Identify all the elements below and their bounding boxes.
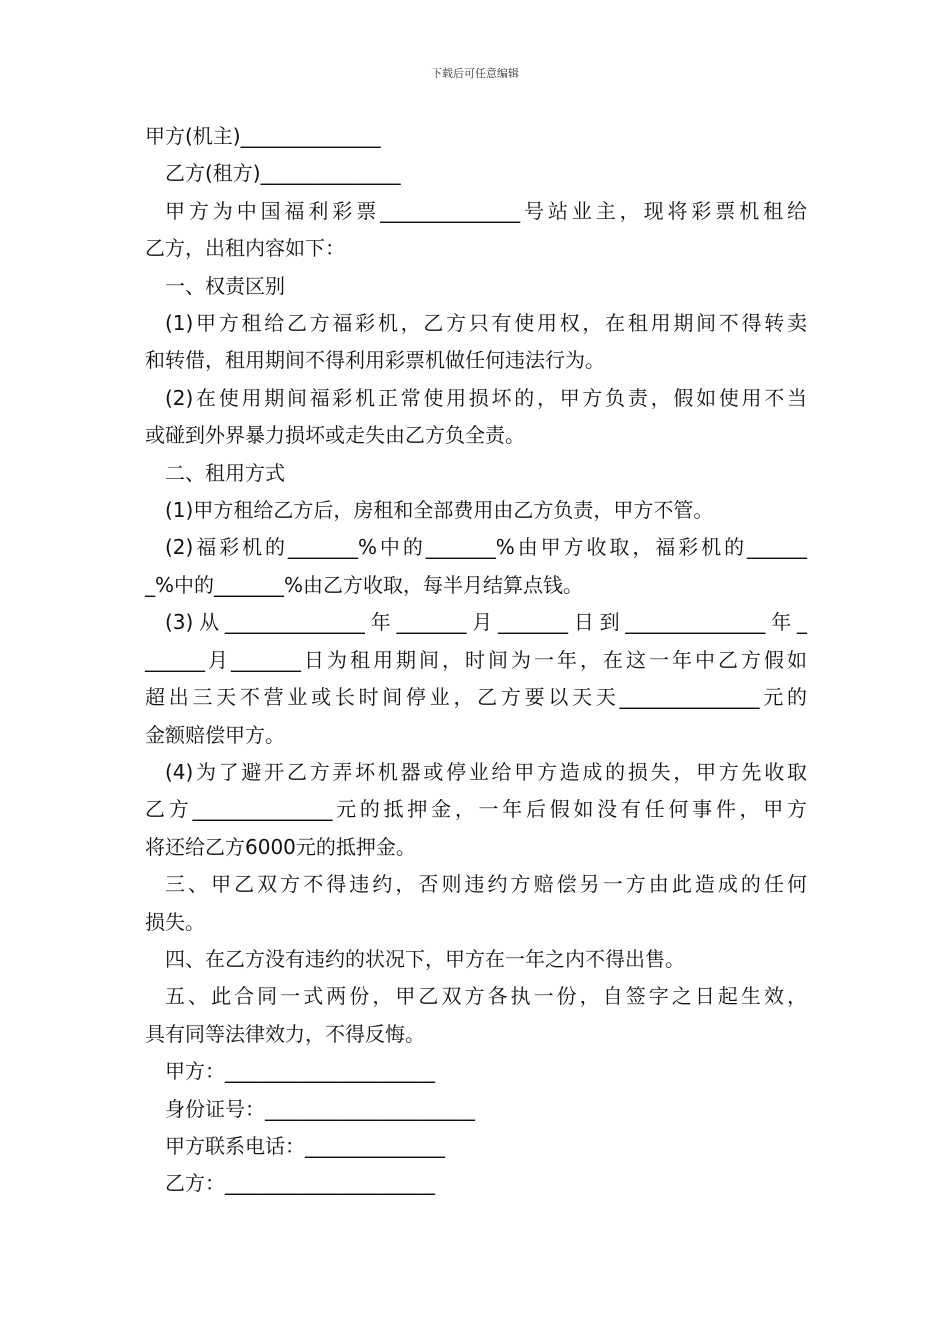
page-header-note: 下载后可任意编辑 (431, 67, 519, 80)
section-4: 四、在乙方没有违约的状况下，甲方在一年之内不得出售。 (165, 946, 685, 971)
contract-body (145, 118, 807, 1203)
clause-2-3-line-1: (3)从______________年_______月_______日到______________年_ (165, 610, 807, 635)
intro-paragraph-line-1: 甲方为中国福利彩票______________号站业主，现将彩票机租给 (165, 198, 807, 223)
clause-2-2-line-2: _%中的_______%由乙方收取，每半月结算点钱。 (145, 572, 584, 597)
clause-1-1-line-2: 和转借，租用期间不得利用彩票机做任何违法行为。 (145, 348, 605, 373)
intro-paragraph-line-2: 乙方，出租内容如下： (145, 236, 345, 261)
signature-id-number: 身份证号：_____________________ (165, 1096, 475, 1121)
clause-1-1-line-1: (1)甲方租给乙方福彩机，乙方只有使用权，在租用期间不得转卖 (165, 311, 807, 336)
signature-party-a: 甲方：_____________________ (165, 1059, 435, 1084)
signature-party-b: 乙方：_____________________ (165, 1171, 435, 1196)
clause-2-3-line-2: ______月_______日为租用期间，时间为一年，在这一年中乙方假如 (145, 647, 807, 672)
section-3-line-2: 损失。 (145, 909, 205, 934)
clause-2-4-line-3: 将还给乙方6000元的抵押金。 (145, 834, 416, 859)
clause-2-3-line-3: 超出三天不营业或长时间停业，乙方要以天天______________元的 (145, 685, 807, 710)
section-5-line-2: 具有同等法律效力，不得反悔。 (145, 1021, 425, 1046)
signature-party-a-phone: 甲方联系电话：______________ (165, 1133, 445, 1158)
clause-2-4-line-1: (4)为了避开乙方弄坏机器或停业给甲方造成的损失，甲方先收取 (165, 759, 807, 784)
clause-1-2-line-2: 或碰到外界暴力损坏或走失由乙方负全责。 (145, 423, 525, 448)
party-a-owner-line: 甲方(机主)______________ (145, 124, 381, 148)
clause-2-2-line-1: (2)福彩机的_______%中的_______%由甲方收取，福彩机的______ (165, 535, 807, 560)
clause-2-4-line-2: 乙方______________元的抵押金，一年后假如没有任何事件，甲方 (145, 797, 807, 822)
clause-1-2-line-1: (2)在使用期间福彩机正常使用损坏的，甲方负责，假如使用不当 (165, 385, 807, 410)
clause-2-3-line-4: 金额赔偿甲方。 (145, 722, 285, 747)
clause-2-1: (1)甲方租给乙方后，房租和全部费用由乙方负责，甲方不管。 (165, 498, 714, 523)
section-3-line-1: 三、甲乙双方不得违约，否则违约方赔偿另一方由此造成的任何 (165, 872, 807, 897)
section-2-heading: 二、租用方式 (165, 460, 285, 485)
section-5-line-1: 五、此合同一式两份，甲乙双方各执一份，自签字之日起生效， (165, 984, 807, 1009)
section-1-heading: 一、权责区别 (165, 273, 285, 298)
party-b-renter-line: 乙方(租方)______________ (165, 161, 401, 186)
